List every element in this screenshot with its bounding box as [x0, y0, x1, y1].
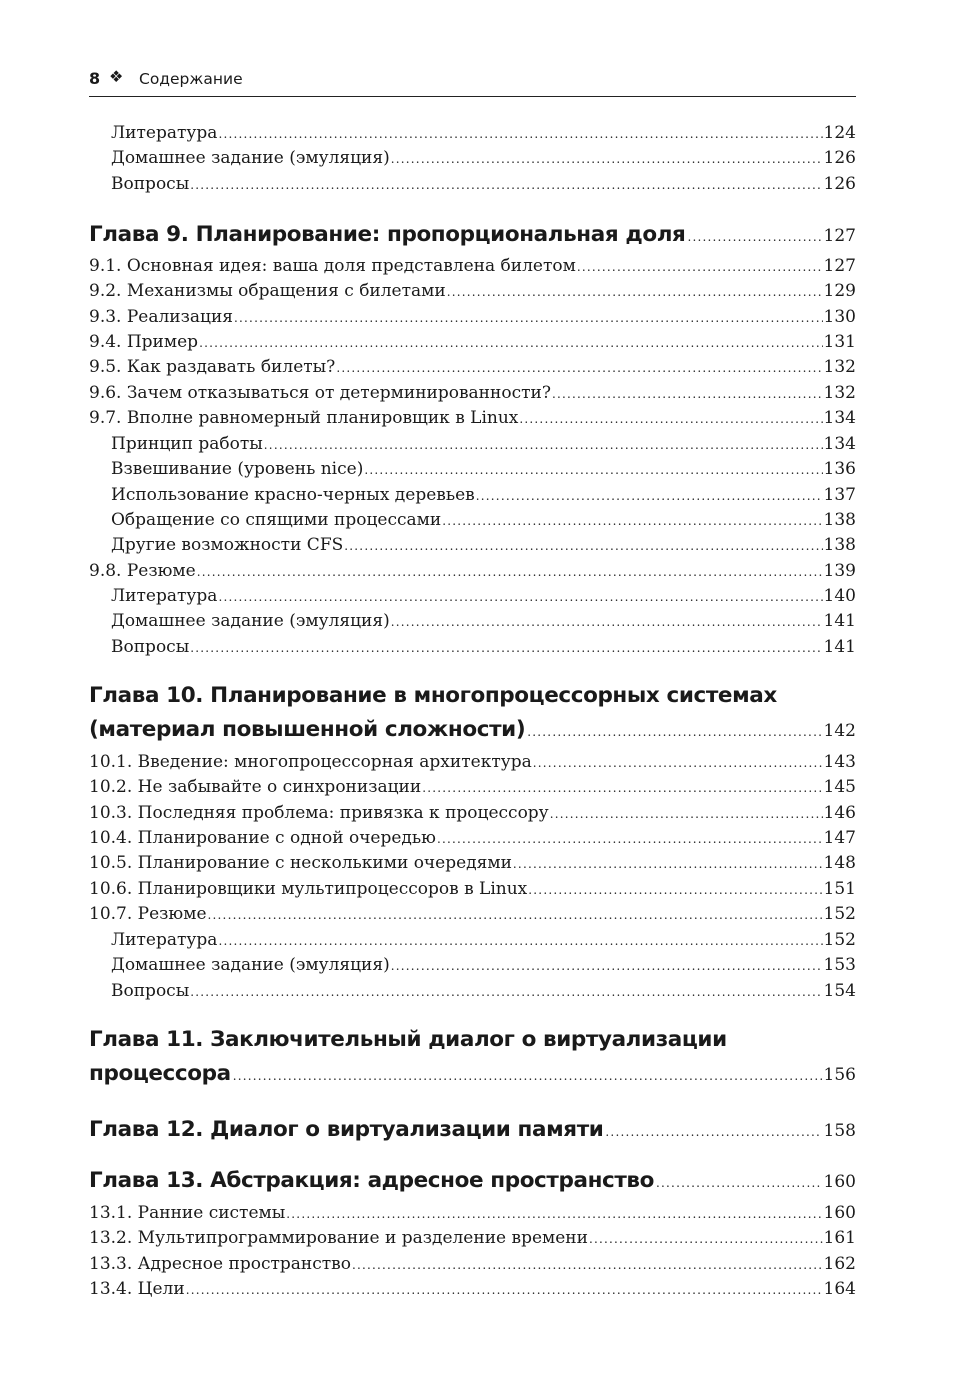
toc-entry[interactable]: 9.2. Механизмы обращения с билетами ..... 129	[89, 281, 856, 307]
toc-entry[interactable]: 13.3. Адресное пространство ..... 162	[89, 1254, 856, 1280]
toc-entry[interactable]: 10.2. Не забывайте о синхронизации ..... 145	[89, 777, 856, 803]
toc-entry[interactable]: Вопросы ..... 141	[111, 637, 856, 663]
toc-entry[interactable]: Вопросы ..... 126	[111, 174, 856, 200]
header-title: Содержание	[139, 70, 243, 88]
toc-entry[interactable]: Домашнее задание (эмуляция) ..... 126	[111, 148, 856, 174]
toc-entry[interactable]: 9.7. Вполне равномерный планировщик в Linux ..... 134	[89, 408, 856, 434]
toc-entry[interactable]: Литература ..... 124	[111, 123, 856, 149]
toc-entry[interactable]: 10.6. Планировщики мультипроцессоров в Linux ..... 151	[89, 879, 856, 905]
toc-entry[interactable]: Литература ..... 140	[111, 586, 856, 612]
toc-entry[interactable]: 13.4. Цели ..... 164	[89, 1279, 856, 1305]
toc-entry[interactable]: 10.1. Введение: многопроцессорная архитектура ..... 143	[89, 752, 856, 778]
toc-entry[interactable]: Домашнее задание (эмуляция) ..... 141	[111, 611, 856, 637]
toc-entry[interactable]: 9.3. Реализация ..... 130	[89, 307, 856, 333]
chapter-heading[interactable]: Глава 9. Планирование: пропорциональная доля ..... 127	[89, 222, 856, 254]
toc-entry[interactable]: Вопросы ..... 154	[111, 981, 856, 1007]
toc-entry[interactable]: 10.5. Планирование с несколькими очередями ..... 148	[89, 853, 856, 879]
toc-entry[interactable]: 9.6. Зачем отказываться от детерминированности? ..... 132	[89, 383, 856, 409]
toc-entry[interactable]: 10.7. Резюме ..... 152	[89, 904, 856, 930]
toc-entry[interactable]: 9.8. Резюме ..... 139	[89, 561, 856, 587]
toc-entry[interactable]: Литература ..... 152	[111, 930, 856, 956]
toc-entry[interactable]: Использование красно-черных деревьев ..... 137	[111, 485, 856, 511]
toc-entry[interactable]: Домашнее задание (эмуляция) ..... 153	[111, 955, 856, 981]
toc-entry[interactable]: 13.1. Ранние системы ..... 160	[89, 1203, 856, 1229]
toc-entry[interactable]: 9.4. Пример ..... 131	[89, 332, 856, 358]
chapter-heading[interactable]: Глава 13. Абстракция: адресное пространство ..... 160	[89, 1168, 856, 1200]
toc-entry[interactable]: Обращение со спящими процессами ..... 138	[111, 510, 856, 536]
toc-entry[interactable]: 10.4. Планирование с одной очередью ..... 147	[89, 828, 856, 854]
toc-entry[interactable]: Другие возможности CFS ..... 138	[111, 535, 856, 561]
toc-entry[interactable]: Принцип работы ..... 134	[111, 434, 856, 460]
page-number: 8	[89, 69, 101, 88]
chapter-heading[interactable]: Глава 11. Заключительный диалог о виртуализации процессора ..... 156	[89, 1027, 856, 1093]
table-of-contents	[89, 0, 856, 1388]
chapter-heading[interactable]: Глава 12. Диалог о виртуализации памяти ..... 158	[89, 1117, 856, 1149]
toc-entry[interactable]: 13.2. Мультипрограммирование и разделение времени ..... 161	[89, 1228, 856, 1254]
toc-entry[interactable]: 9.5. Как раздавать билеты? ..... 132	[89, 357, 856, 383]
toc-entry[interactable]: 10.3. Последняя проблема: привязка к процессору ..... 146	[89, 803, 856, 829]
chapter-heading[interactable]: Глава 10. Планирование в многопроцессорных системах (материал повышенной сложности) ..... 142	[89, 683, 856, 749]
toc-entry[interactable]: Взвешивание (уровень nice) ..... 136	[111, 459, 856, 485]
toc-entry[interactable]: 9.1. Основная идея: ваша доля представлена билетом ..... 127	[89, 256, 856, 282]
ornament-icon: ❖	[109, 67, 124, 86]
